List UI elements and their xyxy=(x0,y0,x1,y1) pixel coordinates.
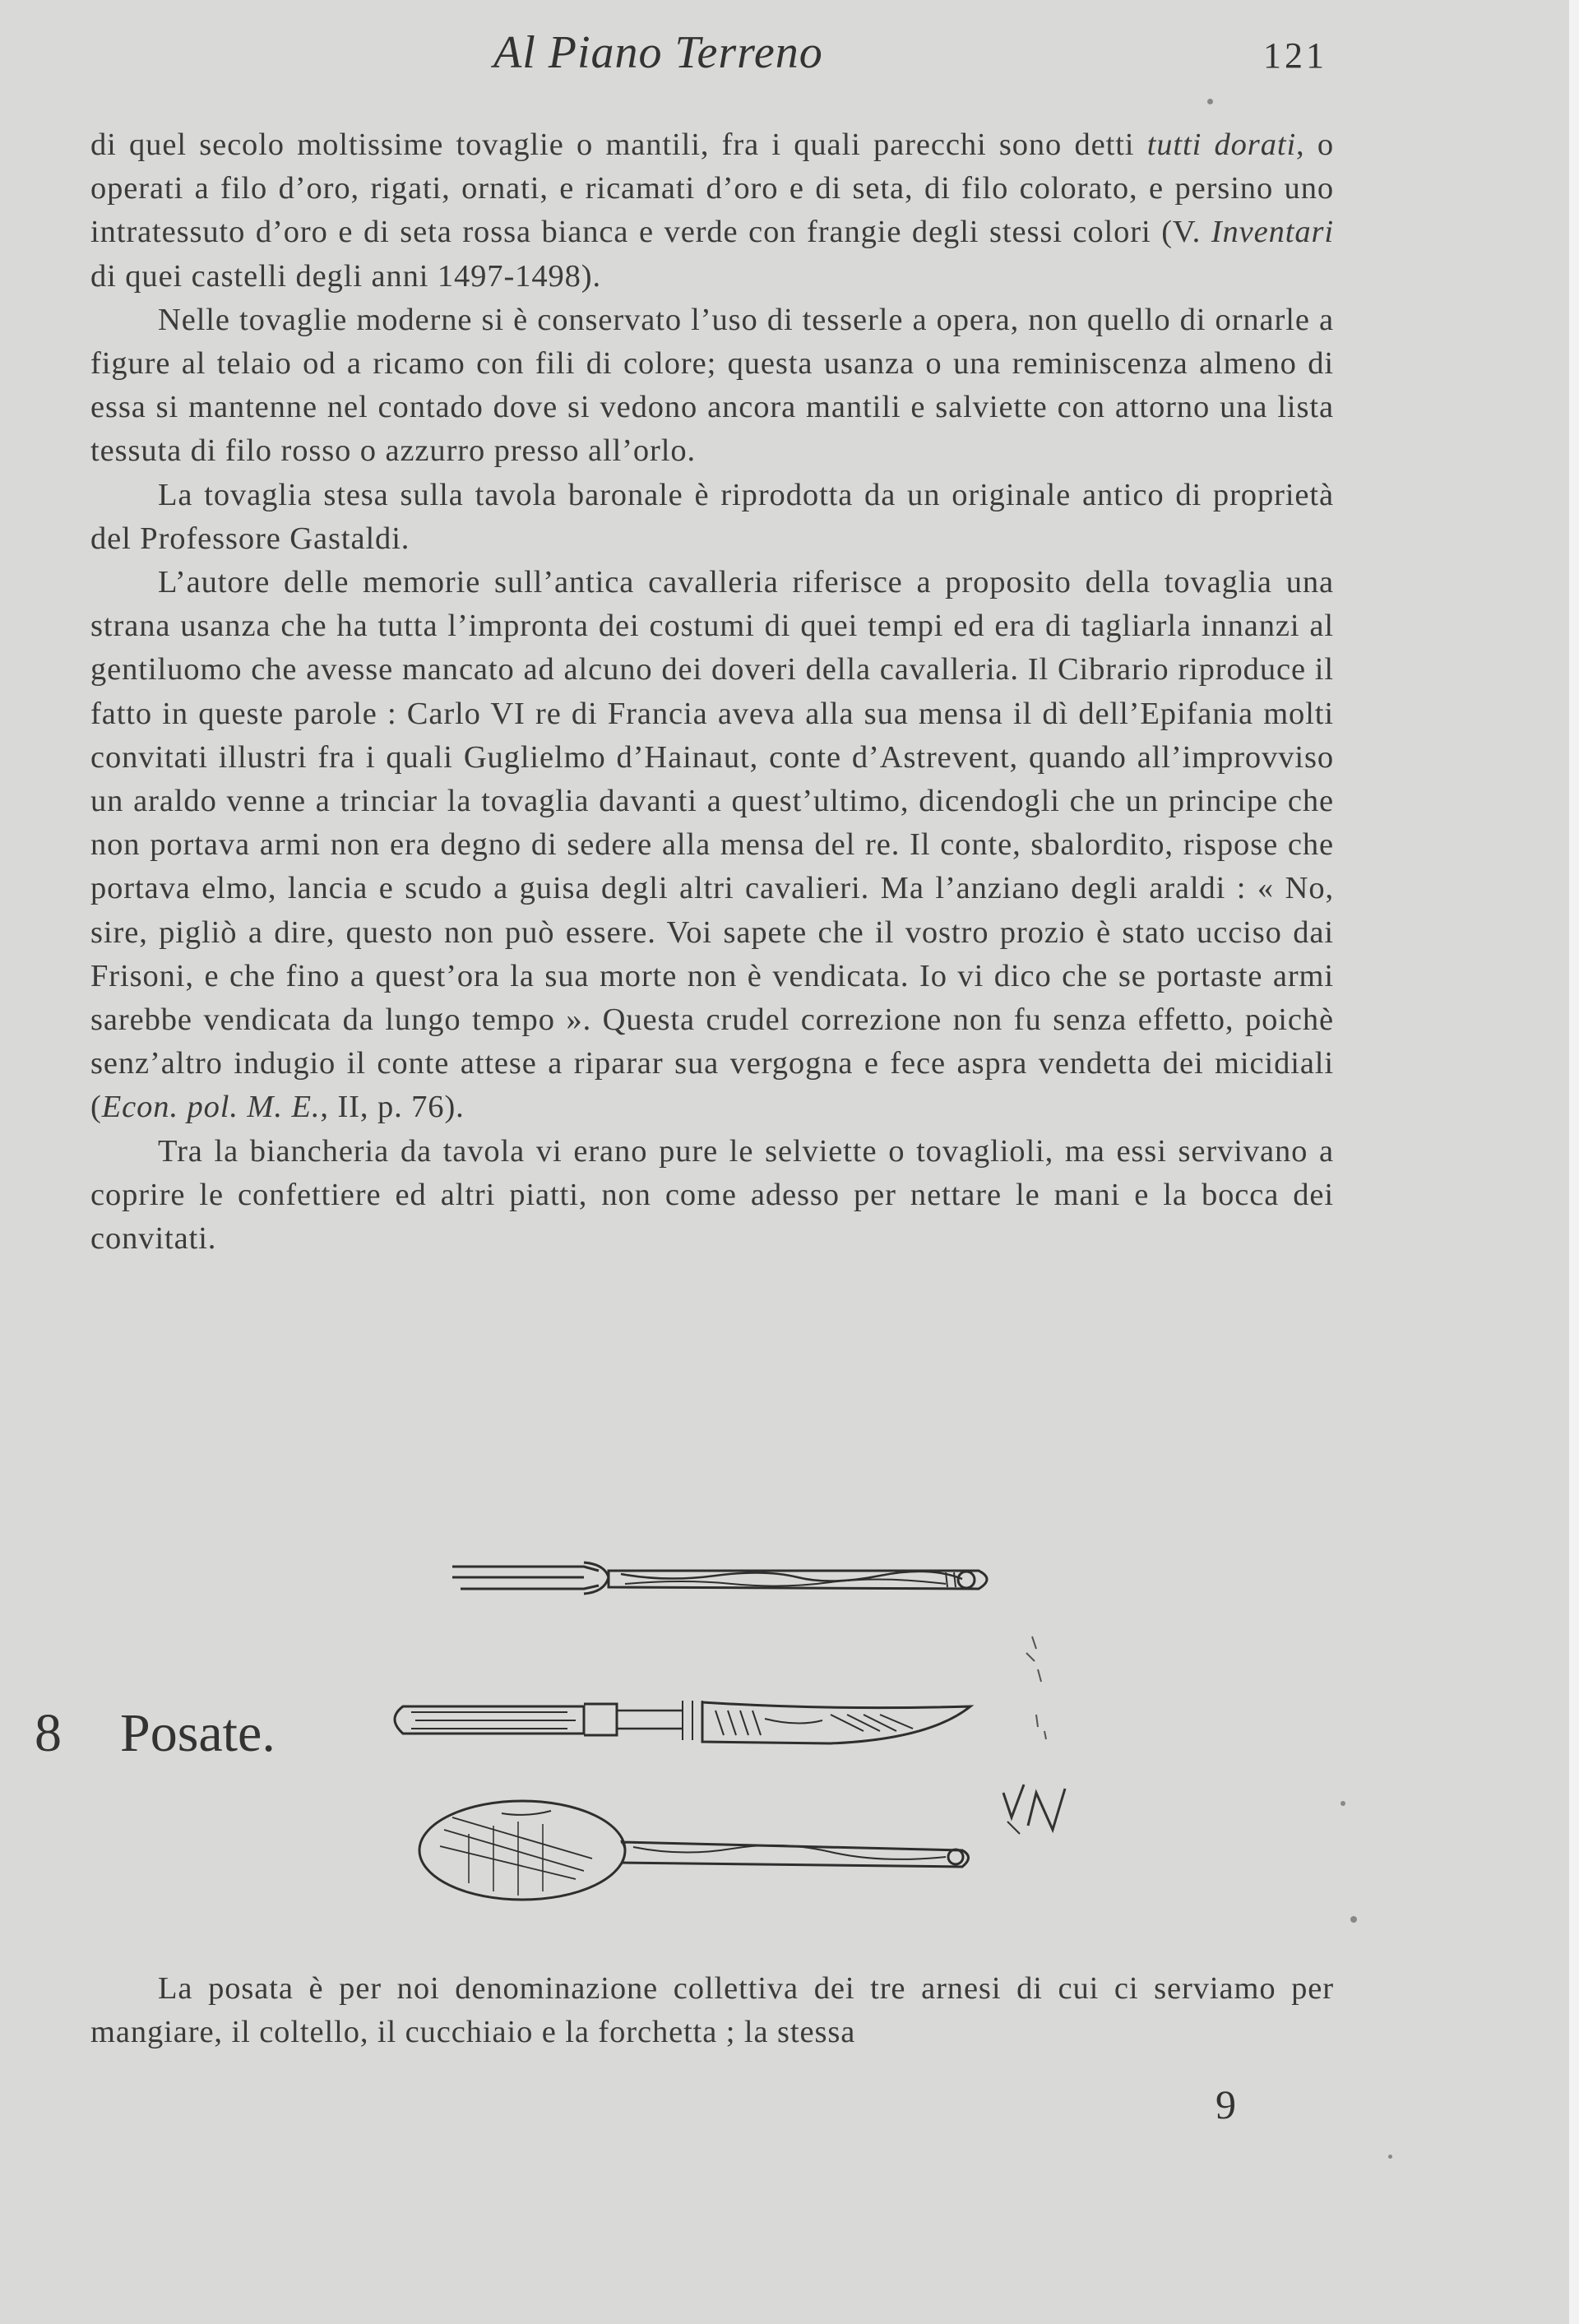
monogram-mark xyxy=(995,1776,1077,1850)
fork-drawing xyxy=(452,1562,987,1594)
body-paragraph xyxy=(90,299,1334,474)
paragraph-text: , o operati a filo d’oro, rigati, ornati, e ricamati d’oro e di seta, di filo colorato, e persino uno intratessuto d’oro e di seta rossa bianca e verde con frangie degli stessi colori (V. xyxy=(90,127,1335,250)
body-paragraph xyxy=(90,123,1334,299)
paragraph-text: di quel secolo moltissime tovaglie o mantili, fra i quali parecchi sono detti xyxy=(90,127,1147,162)
paragraph-text: di quei castelli degli anni 1497-1498). xyxy=(90,258,602,294)
closing-paragraph-text: La posata è per noi denominazione collettiva dei tre arnesi di cui ci serviamo per mangiare, il coltello, il cucchiaio e la forchetta ; la stessa xyxy=(90,1971,1334,2049)
closing-paragraph xyxy=(90,1967,1334,2054)
italic-text: Econ. pol. M. E. xyxy=(101,1090,321,1125)
paragraph-text: L’autore delle memorie sull’antica cavalleria riferisce a proposito della tovaglia una strana usanza che ha tutta l’impronta dei costumi di quei tempi ed era di tagliarla innanzi al gentiluomo che avesse mancato ad alcuno dei doveri della cavalleria. Il Cibrario riproduce il fatto in queste parole : Carlo VI re di Francia aveva alla sua mensa il dì dell’Epifania molti convitati illustri fra i quali Guglielmo d’Hainaut, conte d’Astrevent, quando all’improvviso un araldo venne a trinciar la tovaglia davanti a quest’ultimo, dicendogli che un principe che non portava armi non era degno di sedere alla mensa del re. Il conte, sbalordito, rispose che portava elmo, lancia e scudo a guisa degli altri cavalieri. Ma l’anziano degli araldi : « No, sire, pigliò a dire, questo non può essere. Voi sapete che il vostro prozio è stato ucciso dai Frisoni, e che fino a quest’ora la sua morte non è vendicata. Io vi dico che se portaste armi sarebbe vendicata da lungo tempo ». Questa crudel correzione non fu senza effetto, poichè senz’altro indugio il conte attese a riparar sua vergogna e fece aspra vendetta dei micidiali ( xyxy=(90,565,1334,1125)
body-text xyxy=(90,123,1334,1261)
body-paragraph xyxy=(90,1130,1334,1262)
page-speck xyxy=(1341,1801,1345,1806)
page-edge xyxy=(1569,0,1579,2324)
running-head xyxy=(0,23,1569,81)
sketch-marks xyxy=(1026,1637,1046,1739)
body-paragraph xyxy=(90,561,1334,1130)
figure-posate xyxy=(25,1546,1423,1924)
figure-number: 8 xyxy=(35,1703,62,1763)
paragraph-text: Nelle tovaglie moderne si è conservato l’uso di tesserle a opera, non quello di ornarle a figure al telaio od a ricamo con fili di colore; questa usanza o una reminiscenza almeno di essa si mantenne nel contado dove si vedono ancora mantili e salviette con attorno una lista tessuta di filo rosso o azzurro presso all’orlo. xyxy=(90,302,1334,469)
gathering-signature: 9 xyxy=(1216,2081,1236,2127)
page-number: 121 xyxy=(1263,35,1327,76)
page-speck xyxy=(1388,2155,1392,2159)
paragraph-text: Tra la biancheria da tavola vi erano pure le selviette o tovaglioli, ma essi servivano a coprire le confettiere ed altri piatti, non come adesso per nettare le mani e la bocca dei convitati. xyxy=(90,1133,1334,1257)
page-speck xyxy=(1207,99,1213,104)
page-speck xyxy=(1350,1916,1357,1923)
body-paragraph xyxy=(90,474,1334,561)
italic-text: tutti dorati xyxy=(1146,127,1297,162)
running-title: Al Piano Terreno xyxy=(493,27,823,78)
italic-text: Inventari xyxy=(1211,215,1334,250)
spoon-drawing xyxy=(419,1801,969,1900)
paragraph-text: , II, p. 76). xyxy=(320,1090,465,1125)
figure-caption: Posate. xyxy=(120,1703,276,1763)
paragraph-text: La tovaglia stesa sulla tavola baronale è riprodotta da un originale antico di proprietà del Professore Gastaldi. xyxy=(90,477,1334,556)
utensils-illustration xyxy=(337,1546,1061,1924)
knife-drawing xyxy=(395,1701,970,1743)
